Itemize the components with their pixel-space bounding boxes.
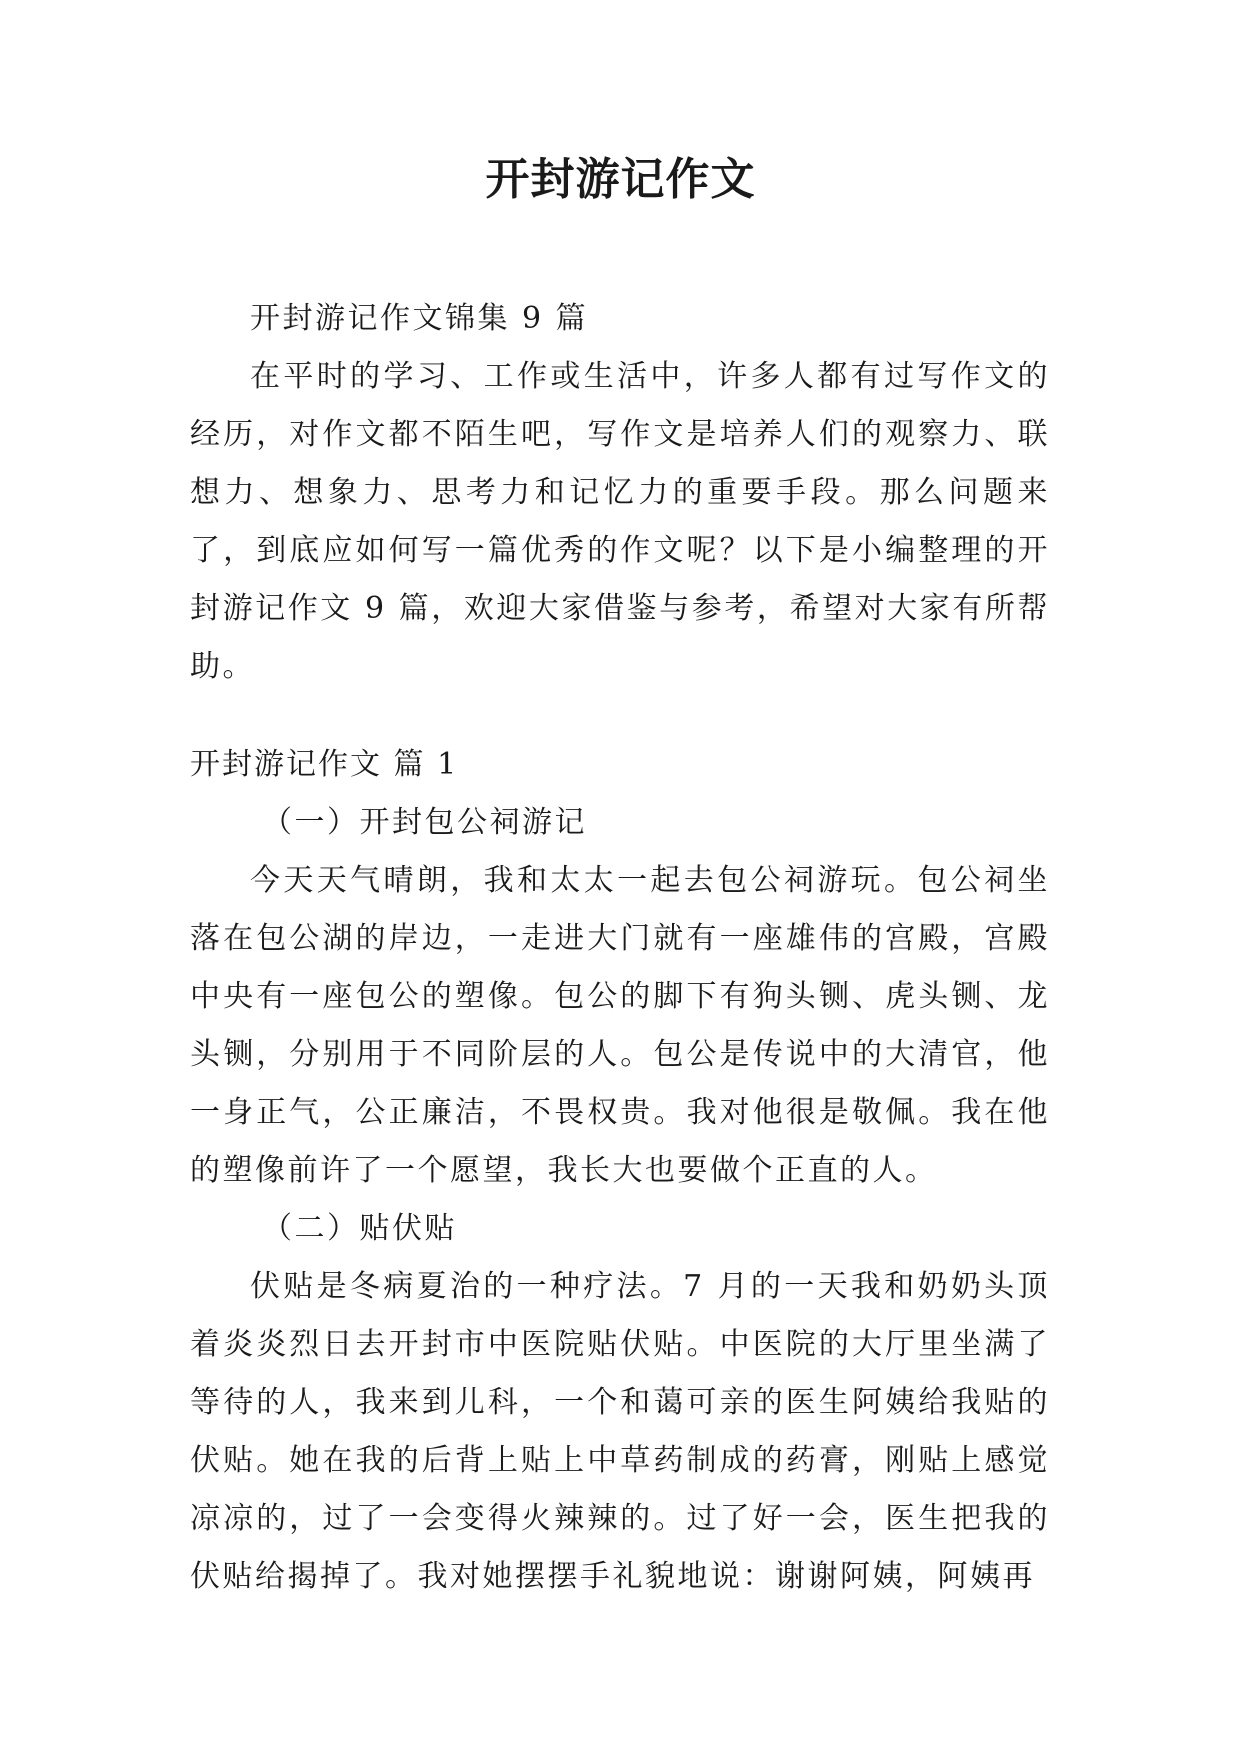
- intro-subtitle: 开封游记作文锦集 9 篇: [250, 301, 589, 336]
- section-heading: 开封游记作文 篇 1: [190, 747, 459, 782]
- body-paragraph: 今天天气晴朗，我和太太一起去包公祠游玩。包公祠坐落在包公湖的岸边，一走进大门就有一座雄伟的宫殿，宫殿中央有一座包公的塑像。包公的脚下有狗头铡、虎头铡、龙头铡，分别用于不同阶层的人。包公是传说中的大清官，他一身正气，公正廉洁，不畏权贵。我对他很是敬佩。我在他的塑像前许了一个愿望，我长大也要做个正直的人。: [190, 863, 1050, 1188]
- part-title: （一）开封包公祠游记: [262, 805, 587, 840]
- body-paragraph: 伏贴是冬病夏治的一种疗法。7 月的一天我和奶奶头顶着炎炎烈日去开封市中医院贴伏贴。中医院的大厅里坐满了等待的人，我来到儿科，一个和蔼可亲的医生阿姨给我贴的伏贴。她在我的后背上贴上中草药制成的药膏，刚贴上感觉凉凉的，过了一会变得火辣辣的。过了好一会，医生把我的伏贴给揭掉了。我对她摆摆手礼貌地说：谢谢阿姨，阿姨再: [190, 1269, 1050, 1594]
- page-title: 开封游记作文: [485, 154, 756, 205]
- intro-paragraph: 在平时的学习、工作或生活中，许多人都有过写作文的经历，对作文都不陌生吧，写作文是培养人们的观察力、联想力、想象力、思考力和记忆力的重要手段。那么问题来了，到底应如何写一篇优秀的作文呢？以下是小编整理的开封游记作文 9 篇，欢迎大家借鉴与参考，希望对大家有所帮助。: [190, 359, 1050, 684]
- document-body: [190, 290, 1050, 1606]
- part-title: （二）贴伏贴: [262, 1211, 457, 1246]
